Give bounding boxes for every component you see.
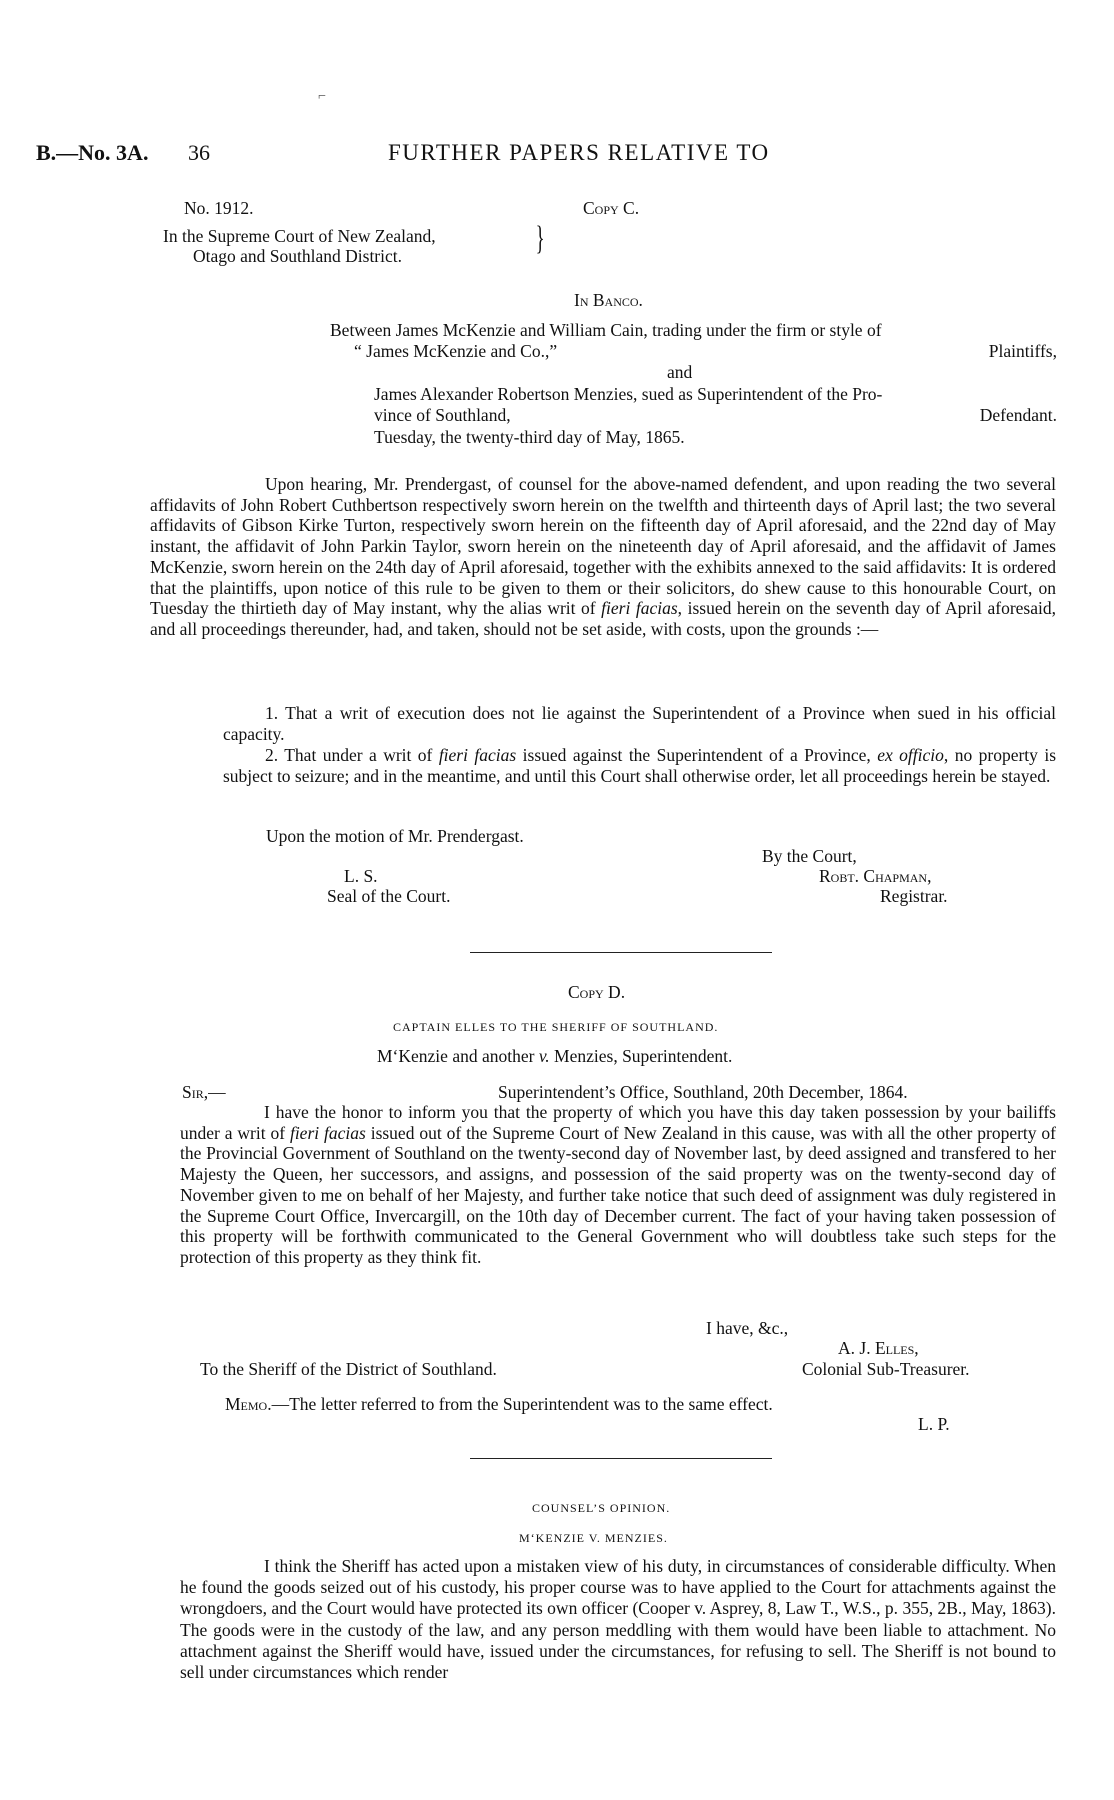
brace: } — [535, 220, 545, 257]
registrar-name: Robt. Chapman, — [819, 866, 932, 886]
section-divider-2 — [470, 1458, 772, 1459]
ls-mark: L. S. — [344, 866, 378, 886]
salutation: Sir,— — [182, 1082, 226, 1102]
motion-line: Upon the motion of Mr. Prendergast. — [266, 826, 524, 846]
signer-title: Colonial Sub-Treasurer. — [802, 1359, 970, 1379]
defendant-line-2: vince of Southland, — [374, 405, 511, 425]
series-number: B.—No. 3A. — [36, 140, 149, 165]
court-line-2: Otago and Southland District. — [193, 246, 403, 266]
court-line-1: In the Supreme Court of New Zealand, — [163, 226, 436, 246]
defendant-line-1: James Alexander Robertson Menzies, sued as Superintendent of the Pro- — [374, 384, 883, 404]
by-the-court: By the Court, — [762, 846, 857, 866]
letter-recipient: To the Sheriff of the District of Southland. — [200, 1359, 497, 1379]
defendant-label: Defendant. — [979, 405, 1057, 425]
document-number: No. 1912. — [184, 198, 254, 218]
letter-subheading: CAPTAIN ELLES TO THE SHERIFF OF SOUTHLAND. — [393, 1020, 719, 1034]
order-paragraph: Upon hearing, Mr. Prendergast, of counsel for the above-named defendent, and upon reading the two several affidavits of John Robert Cuthbertson respectively sworn herein on the twelfth and thirteenth days of April last; the two several affidavits of Gibson Kirke Turton, respectively sworn herein on the fifteenth day of April aforesaid, and the 22nd day of May instant, the affidavit of John Parkin Taylor, sworn herein on the nineteenth day of April aforesaid, and the affidavit of James McKenzie, sworn herein on the 24th day of April aforesaid, together with the exhibits annexed to the said affidavits: It is ordered that the plaintiffs, upon notice of this rule to be given to them or their solicitors, do shew cause to this honourable Court, on Tuesday the thirtieth day of May instant, why the alias writ of fieri facias, issued herein on the seventh day of April aforesaid, and all proceedings thereunder, had, and taken, should not be set aside, with costs, upon the grounds :— — [150, 474, 1056, 639]
memo-line: Memo.—The letter referred to from the Superintendent was to the same effect. — [225, 1394, 773, 1414]
letter-body: I have the honor to inform you that the property of which you have this day taken possession by your bailiffs under a writ of fieri facias issued out of the Supreme Court of New Zealand in this cause, was with all the other property of the Provincial Government of Southland on the twenty-second day of November last, by deed assigned and transfered to her Majesty the Queen, her successors, and assigns, and possession of the said property was on the twenty-second day of November given to me on behalf of her Majesty, and further take notice that such deed of assignment was duly registered in the Supreme Court Office, Invercargill, on the 10th day of December current. The fact of your having taken possession of this property will be forthwith communicated to the General Government who will doubtless take such steps for the protection of this property as they think fit. — [180, 1102, 1056, 1267]
opinion-body: I think the Sheriff has acted upon a mistaken view of his duty, in circumstances of considerable difficulty. When he found the goods seized out of his custody, his proper course was to have applied to the Court for attachments against the wrongdoers, and the Court would have protected its own officer (Cooper v. Asprey, 8, Law T., W.S., p. 355, 2B., May, 1863). The goods were in the custody of the law, and any person meddling with them would have been liable to attachment. No attachment against the Sheriff would have, issued under the circumstances, for refusing to sell. The Sheriff is not bound to sell under circumstances which render — [180, 1556, 1056, 1683]
ground-1: 1. That a writ of execution does not lie against the Superintendent of a Province when sued in his official capacity. — [223, 703, 1056, 744]
copy-d-heading: Copy D. — [568, 982, 626, 1002]
seal-of-court: Seal of the Court. — [327, 886, 451, 906]
and-label: and — [667, 362, 693, 382]
opinion-case: M‘KENZIE V. MENZIES. — [519, 1531, 668, 1545]
plaintiffs-label: Plaintiffs, — [988, 341, 1057, 361]
signer-name: A. J. Elles, — [838, 1338, 919, 1358]
opinion-heading: COUNSEL’S OPINION. — [532, 1501, 671, 1515]
page-number: 36 — [188, 140, 210, 165]
registrar-title: Registrar. — [880, 886, 948, 906]
letter-address: Superintendent’s Office, Southland, 20th December, 1864. — [498, 1082, 908, 1102]
running-title: FURTHER PAPERS RELATIVE TO — [388, 140, 770, 165]
hearing-date: Tuesday, the twenty-third day of May, 1865. — [374, 427, 685, 447]
copy-c-heading: Copy C. — [583, 198, 640, 218]
margin-mark: ⌐ — [318, 89, 326, 104]
ground-2: 2. That under a writ of fieri facias issued against the Superintendent of a Province, ex officio, no property is subject to seizure; and in the meantime, and until this Court shall otherwise order, let all proceedings herein be stayed. — [223, 745, 1056, 786]
letter-closing: I have, &c., — [706, 1318, 789, 1338]
between-line-2: “ James McKenzie and Co.,” — [354, 341, 558, 361]
section-divider — [470, 952, 772, 953]
case-title: M‘Kenzie and another v. Menzies, Superintendent. — [377, 1046, 733, 1066]
memo-initials: L. P. — [918, 1414, 950, 1434]
in-banco: In Banco. — [574, 290, 643, 310]
between-line-1: Between James McKenzie and William Cain, trading under the firm or style of — [330, 320, 882, 340]
